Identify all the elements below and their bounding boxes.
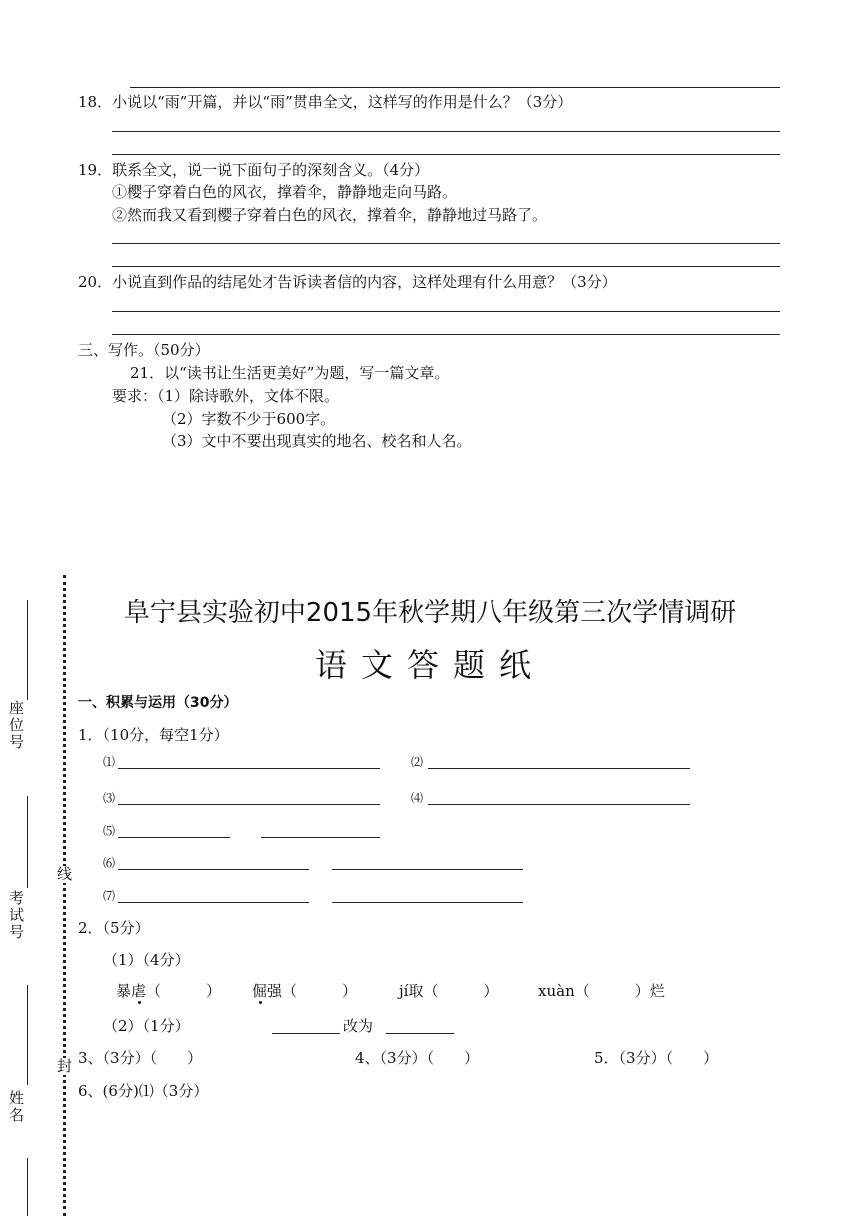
blank-5-label: ⑸ [103, 824, 116, 838]
blank-1[interactable] [118, 768, 380, 769]
requirements: 要求：（1）除诗歌外，文体不限。 [112, 387, 340, 405]
blank-3[interactable] [118, 804, 380, 805]
word-baonue-blank: （ ） [146, 982, 222, 1000]
requirement-3: （3）文中不要出现真实的地名、校名和人名。 [162, 432, 472, 450]
answer-q2-label: 2．（5分） [78, 919, 150, 937]
blank-4[interactable] [428, 804, 690, 805]
exam-number-field [27, 796, 28, 888]
name-field [27, 985, 28, 1085]
seat-number-label: 座位号 [7, 700, 25, 751]
blank-5b[interactable] [261, 837, 380, 838]
answer-line [112, 311, 780, 312]
correction-blank-a[interactable] [272, 1033, 340, 1034]
blank-7b[interactable] [332, 902, 523, 903]
word-jiqu: jí取（ ） [399, 982, 499, 1000]
correction-blank-b[interactable] [386, 1033, 454, 1034]
answer-q5-label: 5．（3分）（ ） [594, 1049, 719, 1067]
blank-5a[interactable] [118, 837, 230, 838]
word-juejiang-rest: 强（ ） [267, 982, 358, 1000]
answer-q6-label: 6、(6分)⑴（3分） [78, 1082, 209, 1100]
question-20: 20．小说直到作品的结尾处才告诉读者信的内容，这样处理有什么用意？（3分） [78, 273, 617, 291]
answer-q3-label: 3、（3分）（ ） [78, 1049, 203, 1067]
blank-6a[interactable] [118, 869, 309, 870]
blank-1-label: ⑴ [103, 755, 116, 769]
blank-7-label: ⑺ [103, 889, 116, 903]
word-baonue-bao: 暴 [116, 982, 132, 1000]
answer-q1-label: 1．（10分，每空1分） [78, 726, 229, 744]
answer-line [112, 334, 780, 335]
answer-line [112, 243, 780, 244]
answer-q4-label: 4、（3分）（ ） [355, 1049, 480, 1067]
blank-6-label: ⑹ [103, 856, 116, 870]
section-writing: 三、写作。（50分） [78, 341, 210, 359]
correction-gaiwei: 改为 [343, 1017, 374, 1035]
answer-line [112, 131, 780, 132]
name-field-lower [27, 1158, 28, 1216]
answer-sheet-subtitle: 语文答题纸 [314, 646, 545, 684]
name-label: 姓名 [7, 1090, 25, 1124]
exam-number-label: 考试号 [7, 890, 25, 941]
requirement-2: （2）字数不少于600字。 [162, 410, 336, 428]
word-juejiang-jue: 倔 [252, 982, 268, 1000]
question-19: 19．联系全文，说一说下面句子的深刻含义。（4分） [78, 161, 430, 179]
question-18: 18．小说以“雨”开篇，并以“雨”贯串全文，这样写的作用是什么？（3分） [78, 93, 573, 111]
word-baonue [116, 981, 221, 1001]
word-baonue-nue: 虐 [131, 982, 147, 1000]
blank-6b[interactable] [332, 869, 523, 870]
binding-feng: 封 [55, 1058, 73, 1075]
answer-line [112, 154, 780, 155]
blank-2[interactable] [428, 768, 690, 769]
answer-q2-1-label: （1）（4分） [103, 951, 190, 969]
word-juejiang [252, 981, 357, 1001]
section-1-heading: 一、积累与运用（30分） [78, 695, 238, 711]
question-19-sentence-b: ②然而我又看到樱子穿着白色的风衣，撑着伞，静静地过马路了。 [112, 206, 548, 224]
blank-4-label: ⑷ [411, 791, 424, 805]
blank-3-label: ⑶ [103, 791, 116, 805]
question-19-sentence-a: ①樱子穿着白色的风衣，撑着伞，静静地走向马路。 [112, 183, 458, 201]
answer-sheet-title: 阜宁县实验初中2015年秋学期八年级第三次学情调研 [123, 598, 737, 628]
blank-2-label: ⑵ [411, 755, 424, 769]
question-21: 21．以“读书让生活更美好”为题，写一篇文章。 [130, 364, 450, 382]
blank-7a[interactable] [118, 902, 309, 903]
answer-line [112, 266, 780, 267]
answer-line [130, 87, 780, 88]
answer-q2-2-label: （2）（1分） [103, 1017, 190, 1035]
binding-xian: 线 [55, 866, 73, 883]
word-xuanlan: xuàn（ ）烂 [538, 982, 665, 1000]
